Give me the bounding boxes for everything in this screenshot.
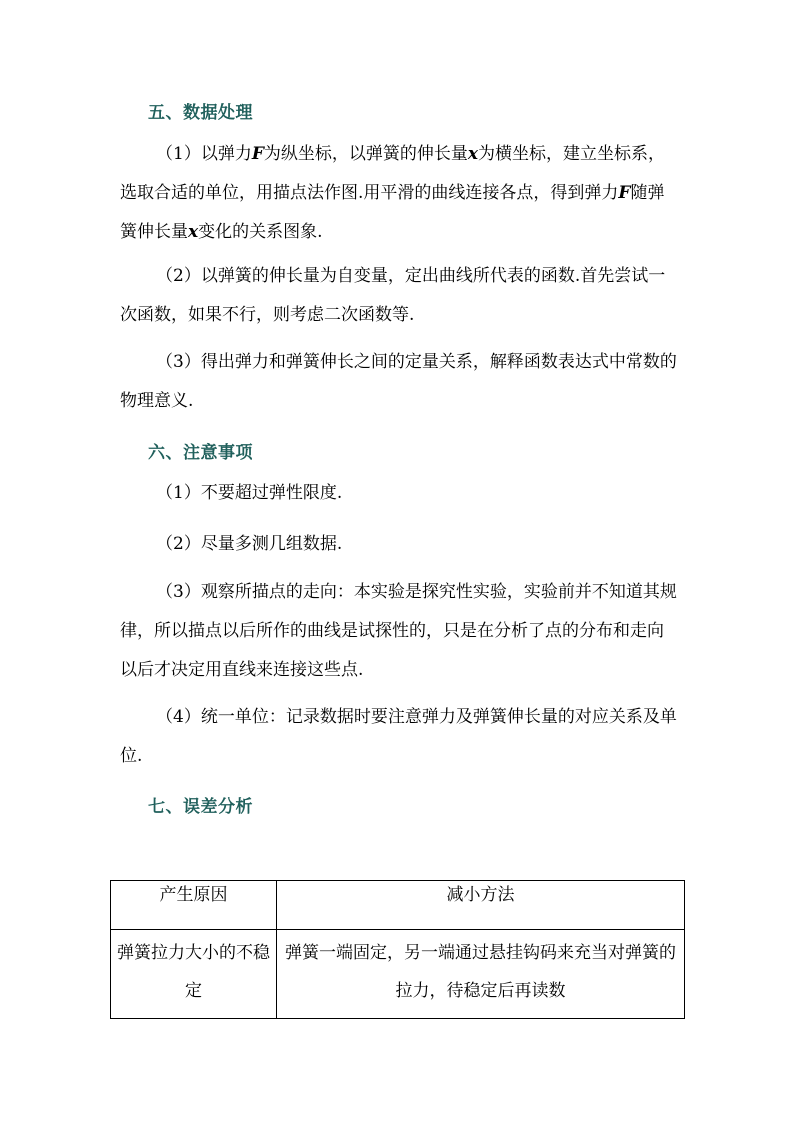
table-cell-method: 弹簧一端固定，另一端通过悬挂钩码来充当对弹簧的拉力，待稳定后再读数 bbox=[277, 930, 685, 1019]
error-analysis-table bbox=[110, 880, 685, 1019]
paragraph-data-processing-2 bbox=[120, 257, 680, 335]
variable-x: x bbox=[467, 144, 479, 164]
text-run: （3）得出弹力和弹簧伸长之间的定量关系，解释函数表达式中常数的物理意义. bbox=[120, 352, 677, 411]
paragraph-precautions-3 bbox=[120, 573, 680, 690]
paragraph-precautions-1 bbox=[120, 474, 680, 513]
paragraph-data-processing-1 bbox=[120, 135, 680, 252]
table-row bbox=[111, 930, 685, 1019]
text-run: （3）观察所描点的走向：本实验是探究性实验，实验前并不知道其规律，所以描点以后所作的曲线是试探性的，只是在分析了点的分布和走向以后才决定用直线来连接这些点. bbox=[120, 582, 677, 680]
text-run: （4）统一单位：记录数据时要注意弹力及弹簧伸长量的对应关系及单位. bbox=[120, 707, 677, 766]
section-heading-error-analysis: 七、误差分析 bbox=[148, 797, 253, 817]
text-run: （1）不要超过弹性限度. bbox=[156, 483, 343, 503]
variable-f: F bbox=[618, 183, 631, 203]
table-header-cause: 产生原因 bbox=[111, 881, 277, 930]
text-run: 变化的关系图象. bbox=[198, 222, 323, 242]
variable-x: x bbox=[188, 222, 199, 242]
text-run: 为横坐标，建立坐标系，选取合适的单位，用描点法作图.用平滑的曲线连接各点，得到弹力 bbox=[120, 144, 666, 203]
text-run: 随弹簧伸长量 bbox=[120, 183, 665, 242]
paragraph-precautions-4 bbox=[120, 698, 680, 776]
section-heading-data-processing: 五、数据处理 bbox=[148, 103, 253, 123]
table-header-method: 减小方法 bbox=[277, 881, 685, 930]
table-header-row bbox=[111, 881, 685, 930]
paragraph-data-processing-3 bbox=[120, 343, 680, 421]
text-run: （2）尽量多测几组数据. bbox=[156, 534, 343, 554]
text-run: （1）以弹力 bbox=[156, 144, 252, 164]
table-cell-cause: 弹簧拉力大小的不稳定 bbox=[111, 930, 277, 1019]
paragraph-precautions-2 bbox=[120, 525, 680, 564]
text-run: （2）以弹簧的伸长量为自变量，定出曲线所代表的函数.首先尝试一次函数，如果不行，则考虑二次函数等. bbox=[120, 266, 666, 325]
text-run: 为纵坐标，以弹簧的伸长量 bbox=[263, 144, 468, 164]
section-heading-precautions: 六、注意事项 bbox=[148, 443, 253, 463]
variable-f: F bbox=[251, 144, 264, 164]
